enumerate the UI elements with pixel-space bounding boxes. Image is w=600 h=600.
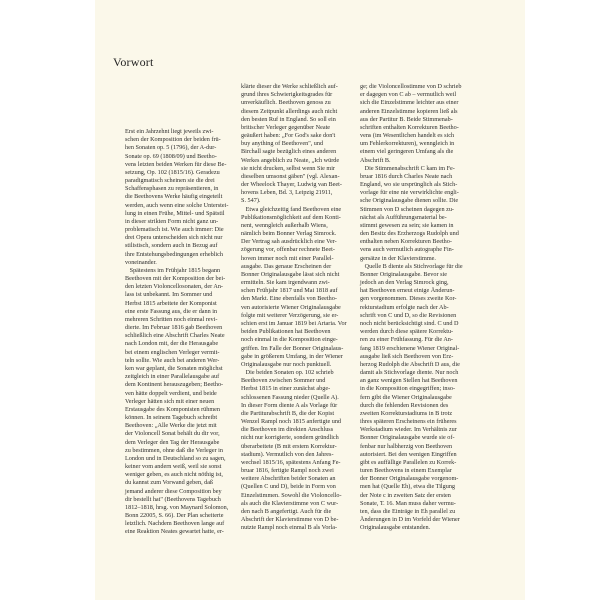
text-line: Abschrift der Klavierstimme von D be- [241,516,339,524]
text-line: den Markt. Eine ebenfalls von Beetho- [241,295,337,303]
text-line: der Violoncell Sonat behält du dir vor, [125,430,220,438]
text-line: schen der Komposition der beiden frü- [125,136,221,144]
text-line: schien erst im Januar 1819 bei Artaria. Vor [241,319,347,327]
text-line: zweiten Korrekturstadiums in B trotz [360,409,453,417]
text-line: dieselben umsonst gäben" (vgl. Alexan- [241,172,340,180]
text-line: Änderungen in D im Vorfeld der Wiener [360,516,460,524]
text-line: Beethoven zwischen Sommer und [241,377,326,385]
text-line: damit als Stichvorlage diente. Nur noch [360,369,459,377]
text-line: Die Stimmenabschrift C kam im Fe- [360,164,455,172]
text-line: Sonate op. 69 (1808/09) und Beetho- [125,152,217,160]
text-line: Sonate, T. 16. Man muss daher vermu- [360,499,456,507]
text-line: fang 1819 erschienene Wiener Original- [360,344,460,352]
text-line: überarbeitete (B mit erstem Korrektur- [241,442,337,450]
text-line: zögerung vor, offenbar rechnete Beet- [241,246,335,254]
text-line: jedoch an den Verlag Simrock ging, [360,279,449,287]
text-line: geäußert haben: „For God's sake don't [241,132,336,140]
text-line: Spätestens im Frühjahr 1815 begann [125,266,221,274]
text-line: sich die Einzelstimme leichter aus einer [360,99,459,107]
text-line: sie nicht drucken, selbst wenn Sie mir [241,164,335,172]
text-line: jemand anderer diese Composition bey [125,487,222,495]
text-line: stadium). Vermutlich von den Jahres- [241,450,334,458]
text-line: einem viel geringeren Umfang als die [360,148,454,156]
text-line: gersätze in der Klavierstimme. [360,254,436,262]
text-line: ihres späteren Erscheinens ein früheres [360,418,457,426]
text-line: vens letzten beiden Werken für diese Be- [125,160,227,168]
text-line: du kannst zum Vorwand geben, daß [125,479,214,487]
text-line: lung in einen Frühe, Mittel- und Spätstil [125,209,225,217]
text-line: werden, auch wenn eine solche Unterstei- [125,201,229,209]
text-line: rekturstadium erfolgte nach der Ab- [360,303,449,311]
text-line: setzung, Op. 102 (1815/16). Geradezu [125,168,220,176]
text-line: teln sollte. Wie auch bei anderen Wer- [125,356,220,364]
text-line: stimmt gewesen zu sein; sie kamen in [360,221,454,229]
text-line: stilistisch, sondern auch in Bezug auf [125,242,218,250]
text-line: Wenzel Rampl noch 1815 anfertigte und [241,418,342,426]
text-line: ausgabe ließ sich Beethoven von Erz- [360,352,454,360]
text-line: nutzte Rampl noch einmal B als Vorla- [241,524,338,532]
text-line: durch die fehlenden Revisionen des [360,401,449,409]
text-line: Originalausgabe nur noch punktuell. [241,360,332,368]
text-line: enthalten neben Korrekturen Beetho- [360,238,452,246]
text-line: in die Komposition eingegriffen; inso- [360,385,456,393]
text-line: der Bonner Originalausgabe vorgenom- [360,475,459,483]
text-line: die Beethovens Werke häufig eingeteilt [125,193,223,201]
text-line: ge; die Violoncellostimme von D schrieb [360,83,462,90]
text-line: ven autorisierte Wiener Originalausgabe [241,303,341,311]
text-line: an ganz wenigen Stellen hat Beethoven [360,377,458,385]
text-column-3 [360,83,463,532]
text-line: den Besitz des Erzherzogs Rudolph und [360,230,459,238]
text-line: ausgabe. Das genaue Erscheinen der [241,262,332,270]
text-line: fenbar nur halbherzig von Beethoven [360,442,453,450]
text-line: dir bestellt hat" (Beethovens Tagebuch [125,495,221,503]
text-line: Herbst 1815 in einer zunächst abge- [241,385,331,393]
text-line: bei einem englischen Verleger vermit- [125,348,220,356]
text-line: schriften enthalten Korrekturen Beetho- [360,123,459,131]
text-line: Bonn 22005, S. 66). Der Plan scheiterte [125,512,224,520]
text-line: nent, wenngleich außerhalb Wiens, [241,221,328,229]
text-line: nämlich beim Bonner Verlag Simrock. [241,230,337,238]
text-line: bruar 1816, fertigte Rampl noch zwei [241,467,334,475]
text-line: Schaffensphasen zu repräsentieren, in [125,185,219,193]
text-line: ihre Entstehungsbedingungen erheblich [125,250,223,258]
text-line: dem Kontinent herauszugeben; Beetho- [125,381,224,389]
text-line: Bonner Originalausgabe. Bevor sie [360,270,447,278]
text-line: Beethoven: „Alle Werke die jetzt mit [125,422,217,430]
text-line: herzog Rudolph die Abschrift D aus, die [360,360,460,368]
text-line: dierte. Im Februar 1816 gab Beethoven [125,324,223,332]
text-line: der Note c in zweiten Satz der ersten [360,491,451,499]
text-line: Etwa gleichzeitig fand Beethoven eine [241,205,342,213]
text-line: können. In seinem Tagebuch schreibt [125,414,218,422]
text-line: turen Beethovens in einem Exemplar [360,467,452,475]
text-line: der Wheelock Thayer, Ludwig van Beet- [241,181,342,189]
text-line: eine erste Fassung aus, die er dann in [125,307,218,315]
text-line: weniger geben, es auch nicht nöthig ist, [125,471,223,479]
text-line: nach London mit, der die Herausgabe [125,340,219,348]
text-line: zu bestimmen, ohne daß die Verleger in [125,446,223,454]
text-line: gen vorgenommen. Dieses zweite Kor- [360,295,457,303]
text-line: britischer Verleger gegenüber Neate [241,123,331,131]
text-column-1 [125,128,228,537]
text-line: den letzten Violoncellosonaten, der An- [125,283,223,291]
text-line: S. 547). [241,197,261,205]
text-line: aus der Partitur B. Beide Stimmenab- [360,115,453,123]
text-line: zeitgleich in einer Parallelausgabe auf [125,373,220,381]
text-line: 1812–1818, hrsg. von Maynard Solomon, [125,503,229,511]
text-line: ren zu einer Frühfassung. Für die An- [360,336,453,344]
text-line: unverkäuflich. Beethoven genoss zu [241,99,331,107]
text-line: England, wo sie ursprünglich als Stich- [360,181,458,189]
text-line: Erstausgabe des Komponisten rühmen [125,405,221,413]
text-line: ten, dass die Einträge in Eh parallel zu [360,507,456,515]
text-line: mehreren Schritten noch einmal revi- [125,315,218,323]
text-line: wechsel 1815/16, spätestens Anfang Fe- [241,458,341,466]
text-line: um Fehlerkorrekturen), wenngleich in [360,140,455,148]
text-line: vorlage für eine nie verwirklichte engli- [360,189,459,197]
text-line: men hat (Quelle Eh), etwa die Tilgung [360,483,456,491]
text-line: schrift von C und D, so die Revisionen [360,311,457,319]
text-line: beiden Publikationen hat Beethoven [241,328,331,336]
text-line: vens (im Wesentlichen handelt es sich [360,132,455,140]
text-line: ven hätte doppelt verdient, und beide [125,389,217,397]
text-line: gibt es auffällige Parallelen zu Korrek- [360,458,457,466]
text-line: grund ihres Schwierigkeitsgrades für [241,91,333,99]
text-line: Erst ein Jahrzehnt liegt jeweils zwi- [125,128,214,135]
text-line: nächst als Aufführungsmaterial be- [360,213,447,221]
text-line: voneinander. [125,258,157,266]
text-line: Birchall sagte bezüglich eines anderen [241,148,337,156]
text-line: Der Vertrag sah ausdrücklich eine Ver- [241,238,337,246]
text-line: anderen Einzelstimme kopieren ließ als [360,107,458,115]
text-line: autorisiert. Bei den wenigen Eingriffen [360,450,457,458]
text-line: In dieser Form diente A als Vorlage für [241,401,338,409]
text-line: (Quellen C und D), beide in Form von [241,483,336,491]
text-line: drei Opera unterscheiden sich nicht nur [125,234,223,242]
text-line: Stimmen von D scheinen dagegen zu- [360,205,454,213]
text-line: dem Verleger den Tag der Herausgabe [125,438,220,446]
text-line: Werkes angeblich zu Neate, „Ich würde [241,156,340,164]
text-line: Originalausgabe entstanden. [360,524,431,532]
text-line: die Partiturabschrift B, die der Kopist [241,409,335,417]
text-line: hoven immer noch mit einer Parallel- [241,254,334,262]
text-line: schließlich eine Abschrift Charles Neate [125,332,225,340]
text-line: Abschrift B. [360,156,391,164]
text-line: hat Beethoven erneut einige Änderun- [360,287,455,295]
text-line: werden durch diese spätere Korrektu- [360,328,454,336]
text-line: Bonner Originalausgabe wurde sie of- [360,434,455,442]
text-line: Die beiden Sonaten op. 102 schrieb [241,369,334,377]
text-line: griffen. Im Falle der Bonner Originalaus- [241,344,344,352]
text-line: gabe in größerem Umfang, in der Wiener [241,352,343,360]
text-line: hovens Leben, Bd. 3, Leipzig 21911, [241,189,333,197]
text-line: problematisch ist. Wie auch immer: Die [125,226,224,234]
text-column-2 [241,83,347,532]
text-line: Quelle B diente als Stichvorlage für die [360,262,463,270]
text-line: fern gibt die Wiener Originalausgabe [360,393,452,401]
text-line: letztlich. Nachdem Beethoven lange auf [125,520,225,528]
text-line: Werkstadium wieder. Im Verhältnis zur [360,426,457,434]
text-line: keiner vom andern weiß, weil sie sonst [125,463,222,471]
text-line: eine Reaktion Neates gewartet hatte, er- [125,528,224,536]
text-line: Publikationsmöglichkeit auf dem Konti- [241,213,341,221]
text-line: schlossenen Fassung nieder (Quelle A). [241,393,339,401]
text-line: Beethoven mit der Komposition der bei- [125,275,226,283]
text-line: als auch die Klavierstimme von C wur- [241,499,339,507]
text-line: die Beethoven im direkten Anschluss [241,426,334,434]
text-line: er dagegen von C ab – vermutlich weil [360,91,457,99]
page-title: Vorwort [113,55,154,69]
text-line: schen Frühjahr 1817 und Mai 1818 auf [241,287,338,295]
text-line: diesem Zeitpunkt allerdings auch nicht [241,107,338,115]
text-line: London und in Deutschland so zu sagen, [125,454,226,462]
text-line: sche Originalausgabe dienen sollte. Die [360,197,459,205]
text-line: ermitteln. Sie kam irgendwann zwi- [241,279,330,287]
text-line: nicht nur korrigierte, sondern gründlich [241,434,339,442]
text-line: noch einmal in die Komposition einge- [241,336,338,344]
text-line: klärte dieser die Werke schließlich auf- [241,83,338,90]
text-line: Herbst 1815 arbeitete der Komponist [125,299,217,307]
text-line: paradigmatisch scheinen sie die drei [125,177,215,185]
text-line: buy anything of Beethoven", und [241,140,324,148]
text-line: vens auch vermutlich autographe Fin- [360,246,454,254]
text-line: Bonner Originalausgabe lässt sich nicht [241,270,340,278]
text-line: lass ist unbekannt. Im Sommer und [125,291,213,299]
text-line: weitere Abschriften beider Sonaten an [241,475,336,483]
text-line: den nach B angefertigt. Auch für die [241,507,332,515]
text-line: noch nicht berücksichtigt sind. C und D [360,319,459,327]
text-line: folgte mit weiterer Verzögerung, sie er- [241,311,339,319]
text-line: Verleger hätten sich mit einer neuen [125,397,215,405]
text-line: Einzelstimmen. Sowohl die Violoncello- [241,491,342,499]
text-line: den besten Ruf in England. So soll ein [241,115,336,123]
text-line: bruar 1816 durch Charles Neate nach [360,172,453,180]
text-line: hen Sonaten op. 5 (1796), der A-dur- [125,144,217,152]
text-line: in dieser strikten Form nicht ganz un- [125,217,219,225]
text-line: ken war geplant, die Sonaten möglichst [125,364,223,372]
